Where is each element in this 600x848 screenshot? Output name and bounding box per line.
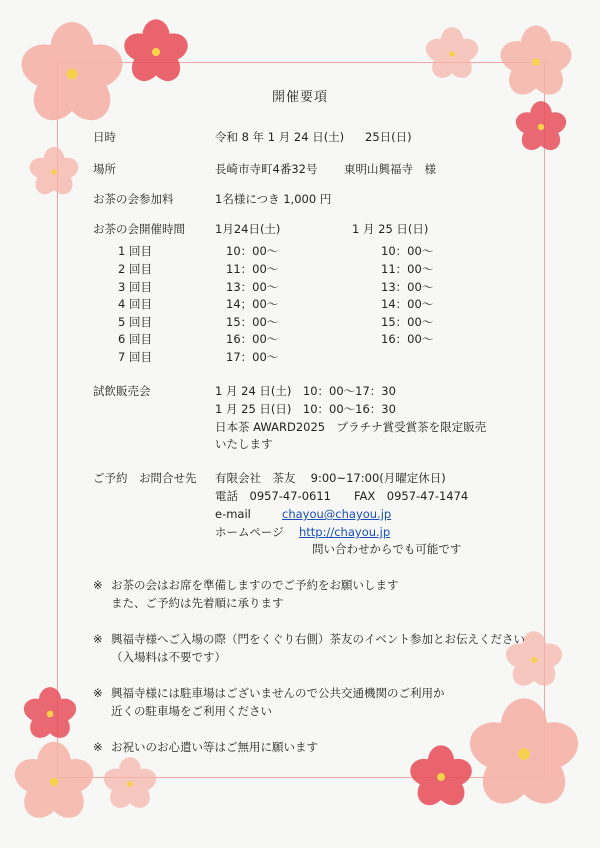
note-text: 興福寺様には駐車場はございませんので公共交通機関のご利用か [111,686,445,700]
schedule-row-day1-time: 17：00～ [226,350,279,364]
note-text: 興福寺様へご入場の際（門をくぐり右側）茶友のイベント参加とお伝えください [111,632,525,646]
note-mark: ※ [93,686,103,700]
flower-top-right-pale-icon [424,26,480,82]
note-text: お祝いのお心遣い等はご無用に願います [111,740,318,754]
schedule-row-number: 2 回目 [118,262,152,276]
email-link[interactable]: chayou@chayou.jp [282,507,392,521]
schedule-row-day2-time: 15：00～ [381,315,434,329]
sale-label: 試飲販売会 [93,384,151,398]
schedule-row-number: 5 回目 [118,315,152,329]
flower-bottom-right-red-icon [408,744,474,810]
sale-award-text-cont: いたします [215,437,273,451]
schedule-row-day1-time: 10：00～ [226,244,279,258]
schedule-row-number: 7 回目 [118,350,152,364]
schedule-row-day2-time: 11：00～ [381,262,434,276]
sale-award-text: 日本茶 AWARD2025 プラチナ賞受賞茶を限定販売 [215,420,487,434]
date-value-day1: 令和 8 年 1 月 24 日(土) [215,130,345,144]
flower-top-left-red-icon [122,18,190,86]
website-label: ホームページ [215,525,284,539]
schedule-row-day2-time: 16：00～ [381,332,434,346]
fee-value: 1名様につき 1,000 円 [215,192,332,206]
note-mark: ※ [93,578,103,592]
flower-bottom-left-small-icon [102,756,158,812]
schedule-row-day1-time: 14；00～ [226,297,279,311]
contact-note: 問い合わせからでも可能です [312,542,462,556]
date-label: 日時 [93,130,116,144]
flower-right-red-icon [514,100,568,154]
schedule-row-day1-time: 15：00～ [226,315,279,329]
schedule-row-number: 4 回目 [118,297,152,311]
website-link[interactable]: http://chayou.jp [299,525,391,539]
email-label: e-mail [215,507,251,521]
schedule-row-day1-time: 13：00～ [226,280,279,294]
schedule-row-day1-time: 16：00～ [226,332,279,346]
place-address: 長崎市寺町4番32号 [215,162,318,176]
sale-day2-hours: 1 月 25 日(日) 10：00～16：30 [215,402,396,416]
note-mark: ※ [93,632,103,646]
fee-label: お茶の会参加料 [93,192,174,206]
schedule-day2-header: 1 月 25 日(日) [352,222,429,236]
note-text-cont: （入場料は不要です） [111,650,226,664]
schedule-row-number: 3 回目 [118,280,152,294]
date-value-day2: 25日(日) [365,130,412,144]
schedule-day1-header: 1月24日(土) [215,222,281,236]
page-title: 開催要項 [271,90,328,105]
contact-phone-fax: 電話 0957-47-0611 FAX 0957-47-1474 [215,489,469,503]
schedule-row-day2-time: 10：00～ [381,244,434,258]
note-text-cont: 近くの駐車場をご利用ください [111,704,272,718]
flower-bottom-left-large-icon [12,740,96,824]
schedule-row-day2-time: 13：00～ [381,280,434,294]
sale-day1-hours: 1 月 24 日(土) 10：00～17：30 [215,384,396,398]
contact-company: 有限会社 茶友 9:00~17:00(月曜定休日) [215,471,446,485]
schedule-label: お茶の会開催時間 [93,222,185,236]
place-label: 場所 [93,162,116,176]
contact-label: ご予約 お問合せ先 [93,471,197,485]
note-text-cont: また、ご予約は先着順に承ります [111,596,284,610]
flower-left-small-icon [28,146,80,198]
flower-bottom-left-red-icon [22,686,78,742]
note-mark: ※ [93,740,103,754]
place-venue: 東明山興福寺 様 [344,162,436,176]
flower-bottom-right-large-icon [466,696,582,812]
schedule-row-number: 1 回目 [118,244,152,258]
note-text: お茶の会はお席を準備しますのでご予約をお願いします [111,578,399,592]
schedule-row-day2-time: 14：00～ [381,297,434,311]
schedule-row-day1-time: 11：00～ [226,262,279,276]
schedule-row-number: 6 回目 [118,332,152,346]
flower-top-left-large-icon [18,20,126,128]
